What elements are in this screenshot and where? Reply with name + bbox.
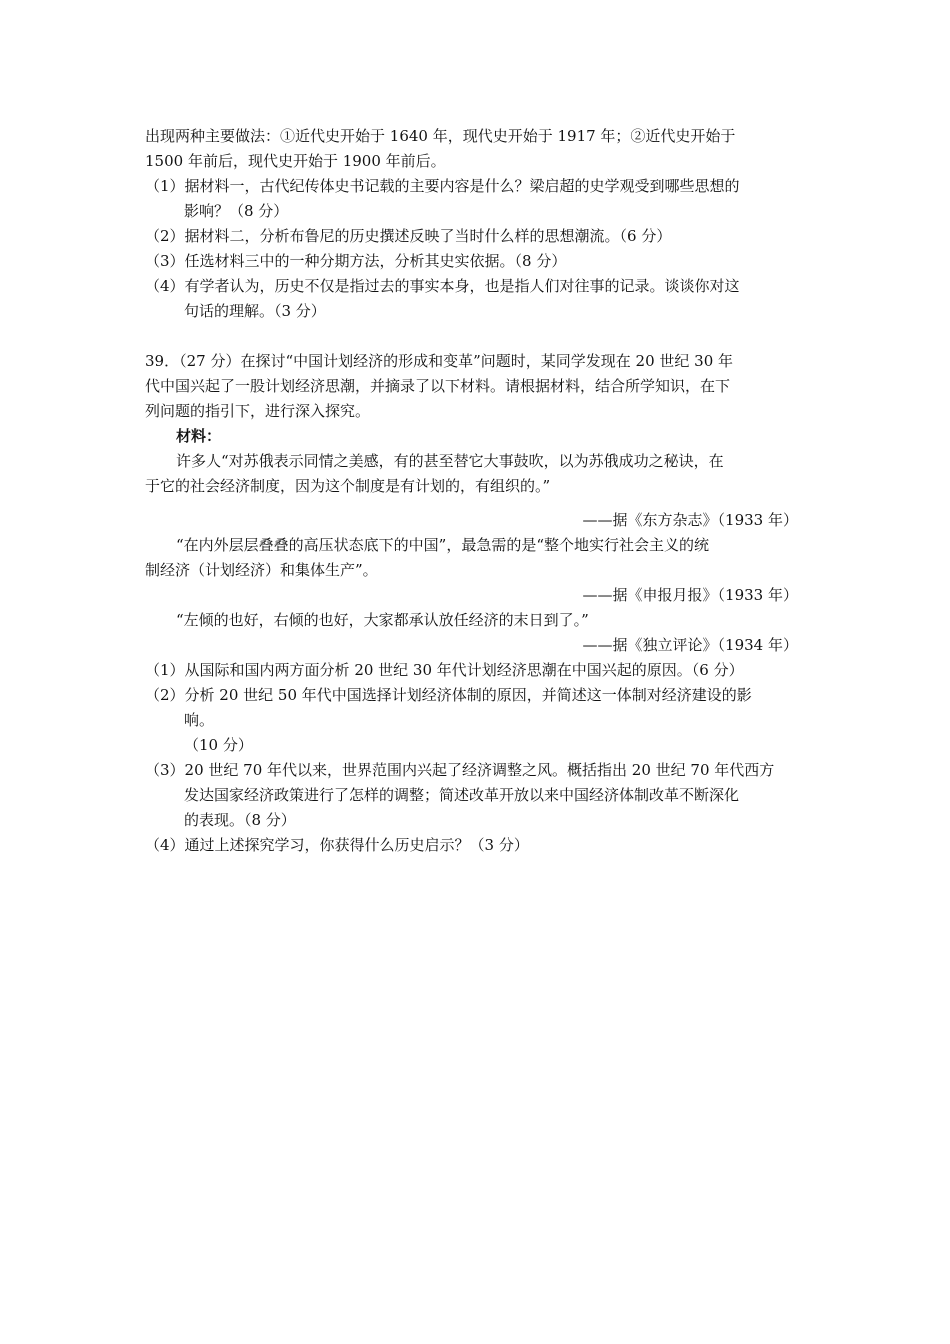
material-quote-3: “左倾的也好，右倾的也好，大家都承认放任经济的末日到了。” (176, 611, 589, 629)
q38-item-4: （4）有学者认为，历史不仅是指过去的事实本身，也是指人们对往事的记录。谈谈你对这 (145, 277, 740, 295)
q39-stem-1: 39．（27 分）在探讨“中国计划经济的形成和变革”问题时，某同学发现在 20 世纪 30 年 (145, 352, 734, 370)
q39-stem-2: 代中国兴起了一股计划经济思潮，并摘录了以下材料。请根据材料，结合所学知识，在下 (145, 377, 731, 395)
q39-question-3-cont-2: 的表现。（8 分） (184, 811, 296, 829)
q39-question-2-cont: 响。 (184, 711, 215, 729)
q39-question-2-score: （10 分） (184, 736, 253, 754)
material-quote-2-cont: 制经济（计划经济）和集体生产”。 (145, 561, 378, 579)
material-quote-1: 许多人“对苏俄表示同情之美感，有的甚至替它大事鼓吹，以为苏俄成功之秘诀，在 (176, 452, 724, 470)
intro-line-2: 1500 年前后，现代史开始于 1900 年前后。 (145, 152, 446, 170)
material-source-2: ——据《申报月报》（1933 年） (582, 586, 798, 604)
q38-item-4-cont: 句话的理解。（3 分） (184, 302, 326, 320)
q38-item-3: （3）任选材料三中的一种分期方法，分析其史实依据。（8 分） (145, 252, 567, 270)
q39-stem-3: 列问题的指引下，进行深入探究。 (145, 402, 371, 420)
material-source-1: ——据《东方杂志》（1933 年） (582, 511, 798, 529)
q39-question-3-cont-1: 发达国家经济政策进行了怎样的调整；简述改革开放以来中国经济体制改革不断深化 (184, 786, 740, 804)
q38-item-1: （1）据材料一，古代纪传体史书记载的主要内容是什么？梁启超的史学观受到哪些思想的 (145, 177, 740, 195)
q38-item-1-cont: 影响？（8 分） (184, 202, 289, 220)
q39-question-4: （4）通过上述探究学习，你获得什么历史启示？（3 分） (145, 836, 529, 854)
material-label: 材料： (176, 427, 222, 445)
q39-question-2: （2）分析 20 世纪 50 年代中国选择计划经济体制的原因，并简述这一体制对经济建设的影 (145, 686, 752, 704)
q38-item-2: （2）据材料二，分析布鲁尼的历史撰述反映了当时什么样的思想潮流。（6 分） (145, 227, 672, 245)
material-quote-1-cont: 于它的社会经济制度，因为这个制度是有计划的，有组织的。” (145, 477, 551, 495)
material-source-3: ——据《独立评论》（1934 年） (582, 636, 798, 654)
q39-question-3: （3）20 世纪 70 年代以来，世界范围内兴起了经济调整之风。概括指出 20 世纪 70 年代西方 (145, 761, 775, 779)
q39-question-1: （1）从国际和国内两方面分析 20 世纪 30 年代计划经济思潮在中国兴起的原因。（6 分） (145, 661, 744, 679)
material-quote-2: “在内外层层叠叠的高压状态底下的中国”，最急需的是“整个地实行社会主义的统 (176, 536, 710, 554)
intro-line-1: 出现两种主要做法：①近代史开始于 1640 年，现代史开始于 1917 年；②近代史开始于 (145, 127, 736, 145)
